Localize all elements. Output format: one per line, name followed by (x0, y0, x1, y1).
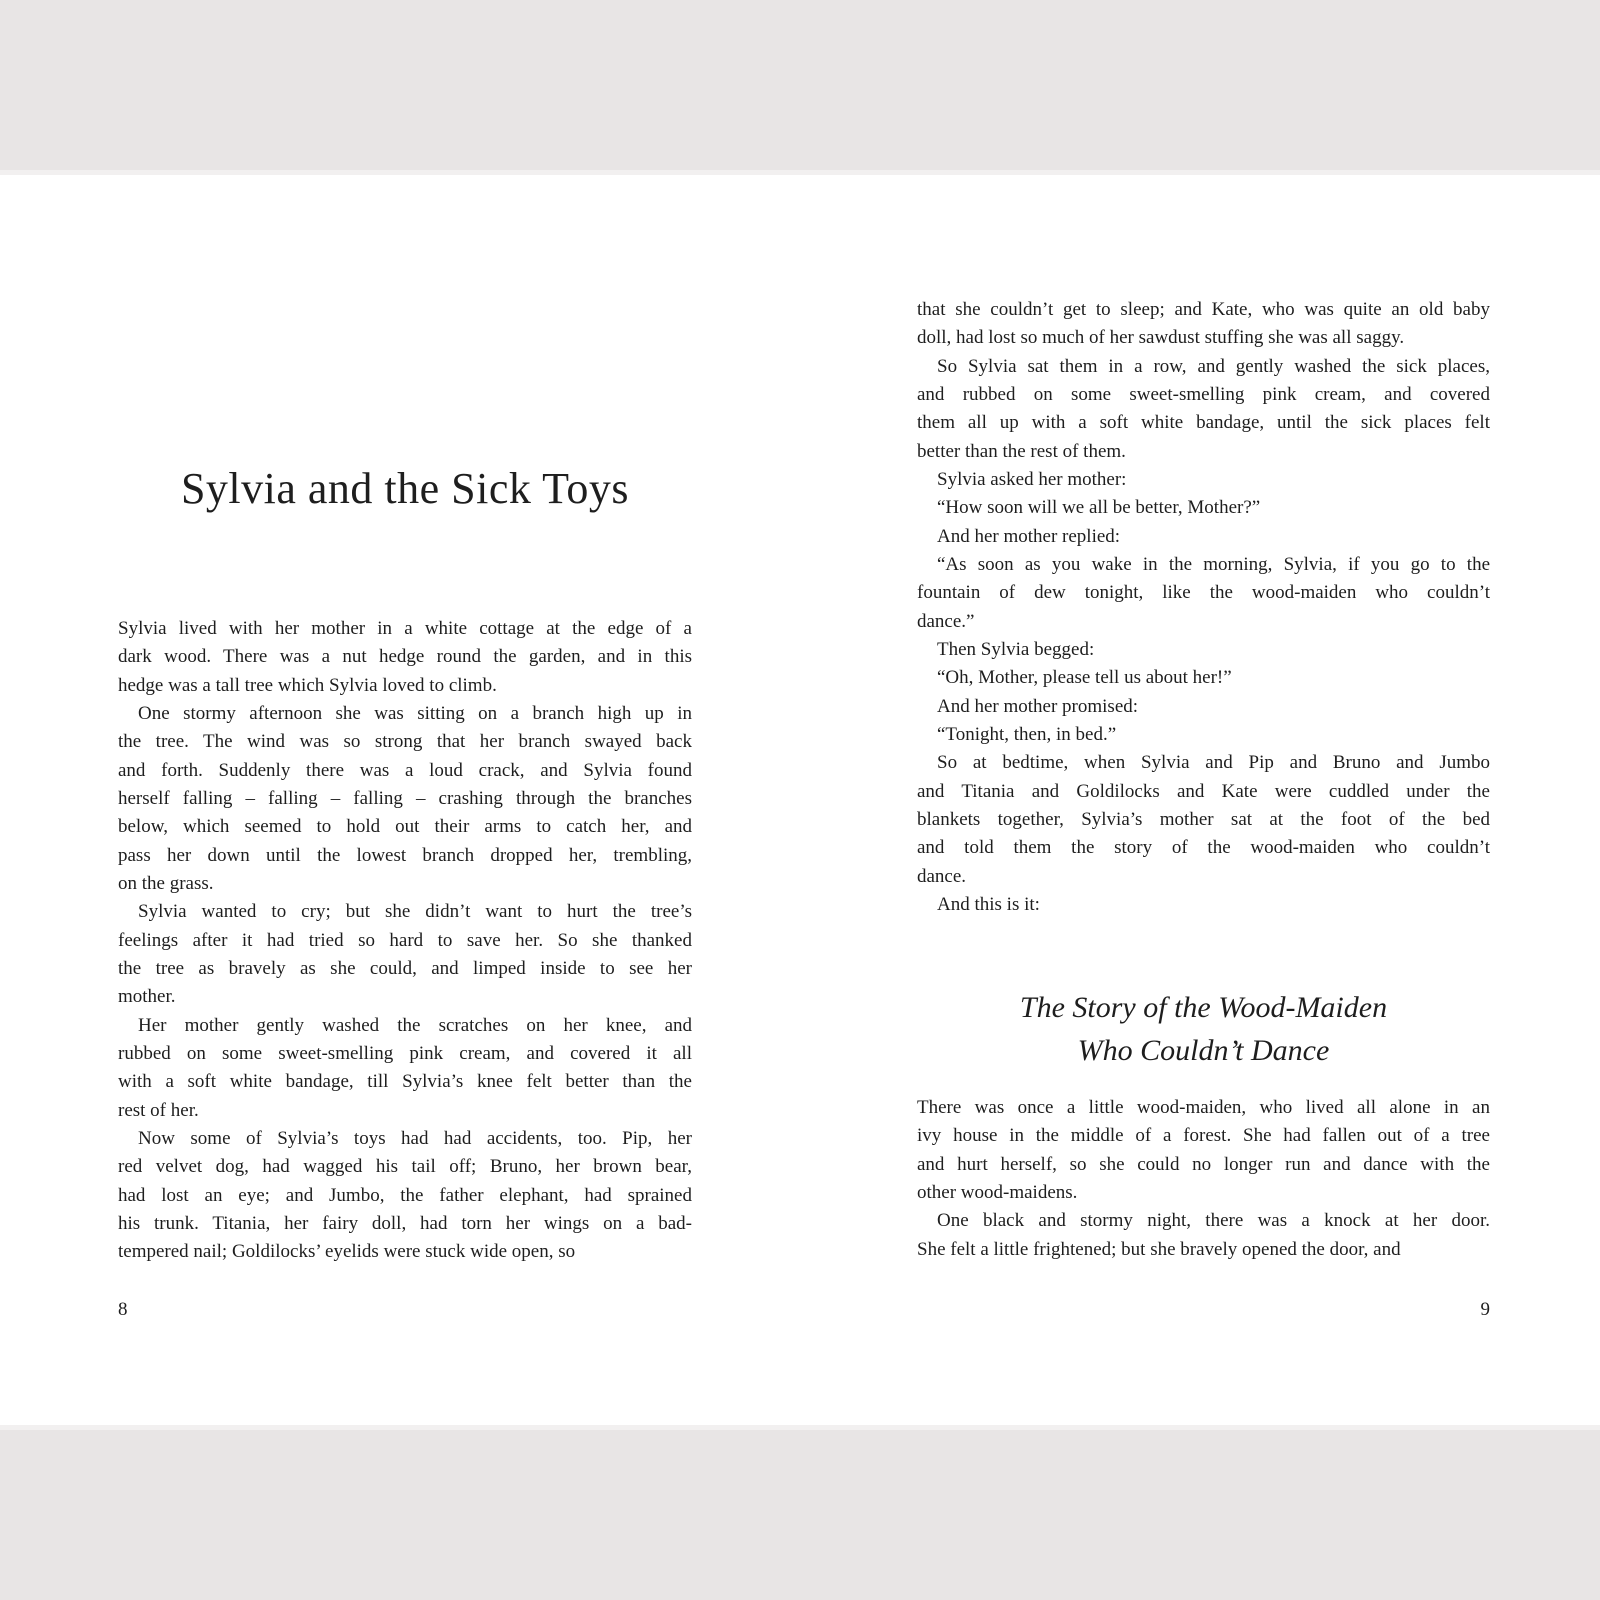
page-number-left: 8 (118, 1299, 128, 1320)
text-line: fountain of dew tonight, like the wood-maiden who couldn’t (917, 582, 1490, 604)
right-page-body-bottom (917, 1094, 1490, 1264)
text-line: pass her down until the lowest branch dropped her, trembling, (118, 844, 692, 866)
text-line: “As soon as you wake in the morning, Sylvia, if you go to the (937, 553, 1490, 575)
text-line: them all up with a soft white bandage, until the sick places felt (917, 412, 1490, 434)
text-line: “Oh, Mother, please tell us about her!” (937, 667, 1232, 689)
text-line: hedge was a tall tree which Sylvia loved to climb. (118, 674, 497, 696)
section-title-line: Who Couldn’t Dance (1077, 1034, 1330, 1067)
text-line: So Sylvia sat them in a row, and gently washed the sick places, (937, 355, 1490, 377)
left-page-body (118, 615, 692, 1267)
text-line: Then Sylvia begged: (937, 638, 1095, 660)
text-line: doll, had lost so much of her sawdust stuffing she was all saggy. (917, 327, 1405, 349)
text-line: rest of her. (118, 1099, 199, 1121)
text-line: ivy house in the middle of a forest. She had fallen out of a tree (917, 1125, 1490, 1147)
chapter-title: Sylvia and the Sick Toys (180, 464, 630, 513)
text-line: Her mother gently washed the scratches on her knee, and (138, 1014, 692, 1036)
right-page-body-top (917, 296, 1490, 919)
text-line: on the grass. (118, 872, 214, 894)
text-line: Sylvia asked her mother: (937, 468, 1127, 490)
text-line: So at bedtime, when Sylvia and Pip and Bruno and Jumbo (937, 752, 1490, 774)
text-line: She felt a little frightened; but she bravely opened the door, and (917, 1238, 1401, 1260)
text-line: herself falling – falling – falling – crashing through the branches (118, 787, 692, 809)
page-left (118, 0, 692, 1600)
text-line: “Tonight, then, in bed.” (937, 723, 1117, 745)
text-line: tempered nail; Goldilocks’ eyelids were stuck wide open, so (118, 1241, 576, 1263)
text-line: that she couldn’t get to sleep; and Kate, who was quite an old baby (917, 299, 1490, 320)
page-right (917, 0, 1490, 1600)
text-line: red velvet dog, had wagged his tail off; Bruno, her brown bear, (118, 1156, 692, 1178)
text-line: other wood-maidens. (917, 1181, 1078, 1203)
text-line: Sylvia lived with her mother in a white cottage at the edge of a (118, 618, 692, 639)
text-line: mother. (118, 986, 176, 1008)
text-line: And this is it: (937, 893, 1040, 915)
page-number-right: 9 (1480, 1299, 1490, 1320)
text-line: had lost an eye; and Jumbo, the father elephant, had sprained (118, 1184, 692, 1206)
text-line: And her mother promised: (937, 695, 1139, 717)
text-line: There was once a little wood-maiden, who lived all alone in an (917, 1097, 1490, 1118)
text-line: his trunk. Titania, her fairy doll, had torn her wings on a bad- (118, 1212, 692, 1234)
text-line: blankets together, Sylvia’s mother sat at the foot of the bed (917, 808, 1490, 830)
text-line: rubbed on some sweet-smelling pink cream, and covered it all (118, 1042, 692, 1064)
text-line: and told them the story of the wood-maiden who couldn’t (917, 837, 1490, 859)
text-line: One black and stormy night, there was a knock at her door. (937, 1210, 1490, 1232)
text-line: Now some of Sylvia’s toys had had accidents, too. Pip, her (138, 1127, 692, 1149)
text-line: with a soft white bandage, till Sylvia’s knee felt better than the (118, 1071, 692, 1093)
text-line: the tree. The wind was so strong that her branch swayed back (118, 731, 692, 753)
text-line: dark wood. There was a nut hedge round the garden, and in this (118, 646, 692, 668)
text-line: And her mother replied: (937, 525, 1121, 547)
text-line: dance. (917, 865, 967, 887)
text-line: and forth. Suddenly there was a loud crack, and Sylvia found (118, 759, 692, 781)
section-title-line: The Story of the Wood-Maiden (1019, 991, 1388, 1024)
text-line: One stormy afternoon she was sitting on a branch high up in (138, 702, 692, 724)
text-line: “How soon will we all be better, Mother?” (937, 497, 1261, 519)
text-line: and Titania and Goldilocks and Kate were cuddled under the (917, 780, 1490, 802)
text-line: Sylvia wanted to cry; but she didn’t want to hurt the tree’s (138, 901, 692, 923)
text-line: better than the rest of them. (917, 440, 1126, 462)
text-line: the tree as bravely as she could, and limped inside to see her (118, 957, 692, 979)
text-line: and hurt herself, so she could no longer run and dance with the (917, 1153, 1490, 1175)
section-title (917, 986, 1490, 1072)
text-line: feelings after it had tried so hard to save her. So she thanked (118, 929, 692, 951)
text-line: and rubbed on some sweet-smelling pink cream, and covered (917, 383, 1490, 405)
text-line: below, which seemed to hold out their arms to catch her, and (118, 816, 692, 838)
text-line: dance.” (917, 610, 975, 632)
